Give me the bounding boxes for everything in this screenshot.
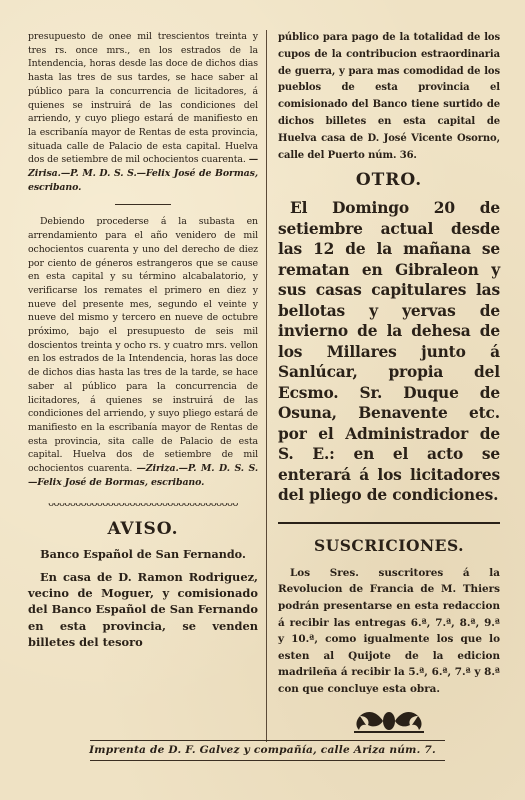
aviso-heading: AVISO. — [107, 518, 179, 539]
left-column — [28, 30, 258, 651]
ten-percent-notice-text: Debiendo procederse á la subasta en arrendamiento para el año venidero de mil ochocientos cuarenta y uno del derecho de diez por ciento de géneros estrangeros que se cause en esta capital y su término alcabalatorio, y verificarse los remates el primero en diez y nueve del presente mes, segundo el veinte y nueve del mismo y tercero en nueve de octubre próximo, bajo el presupuesto de seis mil doscientos treinta y ocho rs. y cuatro mrs. vellon en los estrados de la Intendencia, horas las doce de dichos dias hasta las tres de la tarde, se hace saber al público para la concurrencia de licitadores, á quienes se instruirá de las condiciones del arriendo, y suyo pliego estará de manifiesto en la escribanía mayor de Rentas de esta provincia, sita calle de Palacio de esta capital. Huelva dos de setiembre de mil ochocientos cuarenta. — [28, 216, 258, 475]
ten-percent-notice-signature: —Ziriza.—P. M. D. S. S.—Felix José de Bormas, escribano. — [28, 463, 258, 488]
imprint-footer: Imprenta de D. F. Galvez y compañía, calle Ariza núm. 7. — [89, 744, 436, 756]
right-column — [278, 30, 500, 734]
bank-notice-continued: público para pago de la totalidad de los cupos de la contribucion estraordinaria de guerra, y para mas comodidad de los pueblos de esta provincia el comisionado del Banco tiene surtido de dichos billetes en esta capital de Huelva casa de D. José Vicente Osorno, calle del Puerto núm. 36. — [278, 32, 500, 161]
auction-notice-ten-percent — [28, 215, 258, 489]
footer-rule-top — [90, 740, 445, 741]
suscriciones-heading: SUSCRICIONES. — [314, 535, 464, 555]
bank-notice-text: En casa de D. Ramon Rodriguez, vecino de Moguer, y comisionado del Banco Español de San Fernando en esta provincia, se venden billetes del tesoro — [28, 569, 258, 650]
section-rule-heavy — [278, 522, 500, 524]
auction-notice-continued — [28, 30, 258, 194]
section-rule — [115, 204, 171, 205]
ornamental-border: ᴗᴗᴗᴗᴗᴗᴗᴗᴗᴗᴗᴗᴗᴗᴗᴗᴗᴗᴗᴗᴗᴗᴗᴗᴗᴗᴗᴗᴗᴗᴗᴗᴗᴗᴗ — [48, 497, 238, 509]
footer-rule-bottom — [90, 760, 445, 761]
auction-notice-text: presupuesto de onee mil trescientos treinta y tres rs. once mrs., en los estrados de la Intendencia, horas desde las doce de dichos dias hasta las tres de sus tardes, se hace saber al público para la concurrencia de licitadores, á quienes se instruirá de las condiciones del arriendo, y cuyo pliego estará de manifiesto en la escribanía mayor de Rentas de esta provincia, situada calle de Palacio de esta capital. Huelva dos de setiembre de mil ochocientos cuarenta. — [28, 31, 258, 166]
decorative-vignette-icon — [278, 708, 500, 734]
column-divider — [266, 30, 267, 742]
otro-notice-text: El Domingo 20 de setiembre actual desde las 12 de la mañana se rematan en Gibraleon y sus casas capitulares las bellotas y yervas de invierno de la dehesa de los Millares junto á Sanlúcar, propia del Ecsmo. Sr. Duque de Osuna, Benavente etc. por el Administrador de S. E.: en el acto se enterará á los licitadores del pliego de condiciones. — [278, 199, 500, 505]
auction-notice-signature: —Zirisa.—P. M. D. S. S.—Felix José de Bormas, escribano. — [28, 154, 258, 193]
bank-heading: Banco Español de San Fernando. — [40, 546, 246, 561]
otro-heading: OTRO. — [355, 170, 423, 191]
suscriciones-text: Los Sres. suscritores á la Revolucion de Francia de M. Thiers podrán presentarse en esta redaccion á recibir las entregas 6.ª, 7.ª, 8.ª, 9.ª y 10.ª, como igualmente los que lo esten al Quijote de la edicion madrileña á recibir la 5.ª, 6.ª, 7.ª y 8.ª con que concluye esta obra. — [278, 566, 500, 696]
